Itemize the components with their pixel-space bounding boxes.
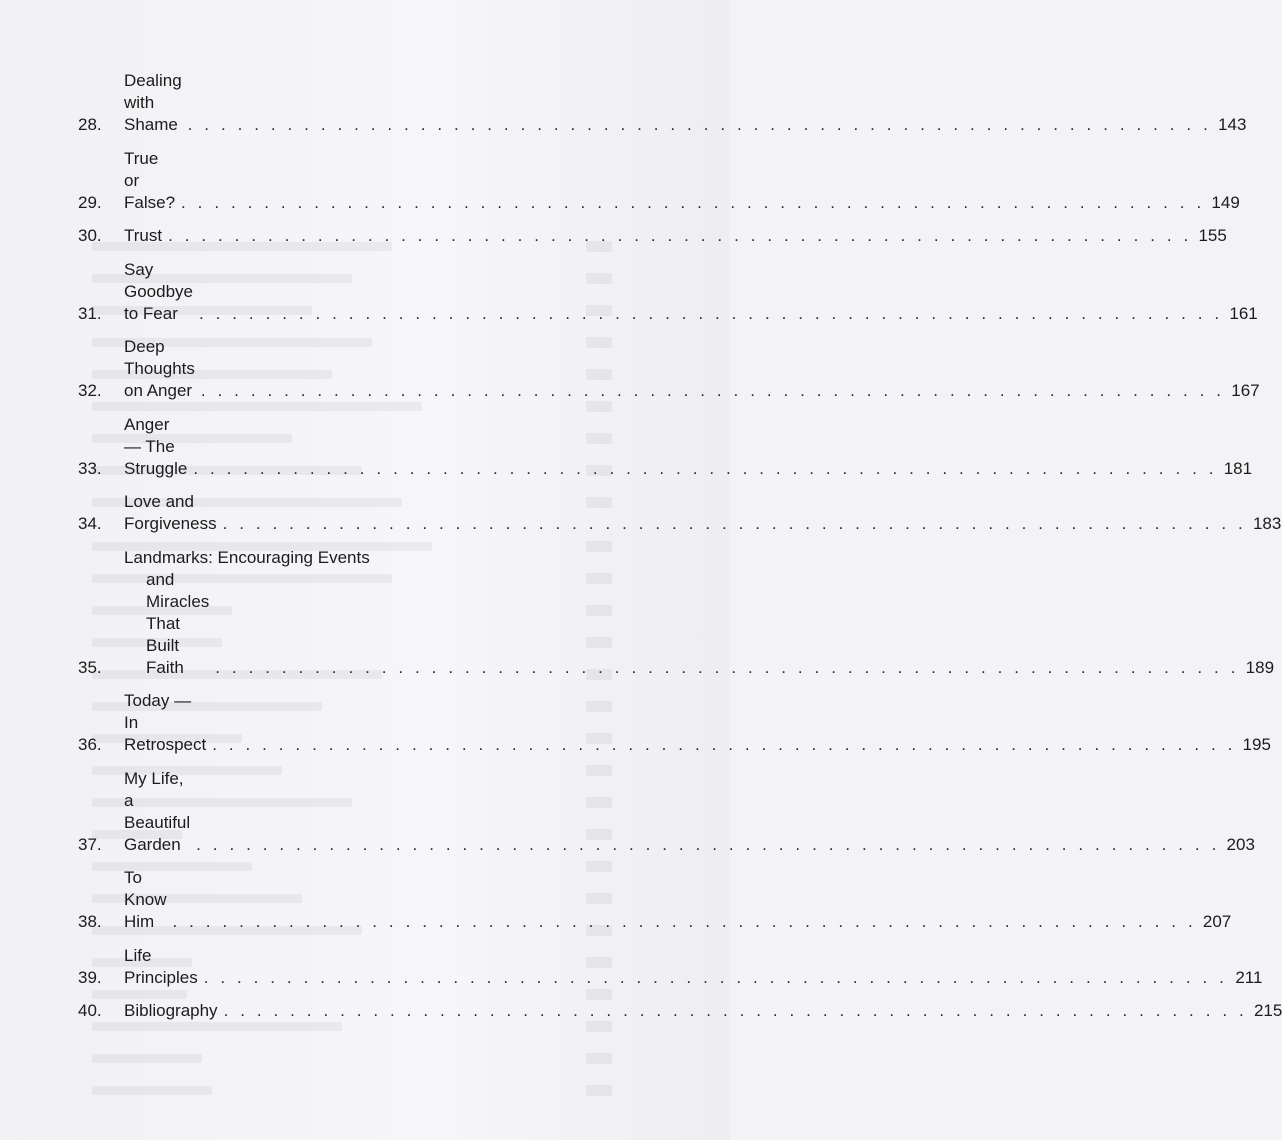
chapter-title-block [124,336,1260,402]
chapter-number: 36. [78,735,102,754]
title-line [124,225,1227,247]
chapter-number: 28. [78,115,102,134]
entry-body [124,148,1240,214]
title-line [124,414,1252,480]
chapter-number: 37. [78,834,102,854]
entry-body [124,336,1260,402]
entry-body [124,1000,1282,1022]
dot-leader [196,834,1220,856]
dot-leader [199,303,1223,325]
entry-body [124,547,1275,679]
chapter-title-block [124,768,1255,856]
dot-leader [204,967,1228,989]
title-line [124,491,1281,535]
chapter-number: 30. [78,226,102,245]
toc-entry [78,768,1255,856]
page-number: 207 [1202,912,1232,931]
dot-leader [223,513,1247,535]
entry-body [124,867,1232,933]
chapter-title-block [124,690,1271,756]
chapter-title: Trust [124,226,163,245]
page-number: 189 [1245,657,1275,677]
chapter-title: Life Principles [124,945,198,987]
chapter-title-block [124,148,1240,214]
dot-leader [188,114,1212,136]
entry-body [124,225,1227,247]
dot-leader [173,911,1197,933]
title-line [124,867,1231,933]
chapter-number: 38. [78,912,102,931]
title-line [124,690,1271,756]
entry-body [124,70,1247,136]
chapter-number: 40. [78,1001,102,1020]
chapter-number: 35. [78,657,102,677]
entry-body [124,414,1253,480]
toc-entry [78,690,1271,756]
page-number: 181 [1223,458,1253,478]
chapter-title: Deep Thoughts on Anger [124,337,195,400]
chapter-title: Anger — The Struggle [124,414,188,478]
chapter-number: 34. [78,514,102,533]
chapter-title-block [124,867,1231,933]
toc-entry [78,414,1253,480]
title-line [124,70,1246,136]
chapter-title: Dealing with Shame [124,71,182,134]
page-number: 155 [1198,226,1227,245]
page-number: 161 [1229,303,1258,323]
title-line [124,1000,1282,1022]
chapter-title: Landmarks: Encouraging Events [124,547,370,567]
chapter-number: 39. [78,967,102,987]
chapter-title-block [124,945,1262,989]
chapter-number: 29. [78,192,102,212]
title-line [124,945,1262,989]
dot-leader [168,225,1192,247]
toc-entry [78,547,1275,679]
dot-leader [193,458,1217,480]
chapter-title-block [124,547,1274,679]
chapter-title: Love and Forgiveness [124,492,217,533]
toc-entry [78,336,1260,402]
title-line [124,768,1255,856]
chapter-title: and Miracles That Built Faith [146,569,210,677]
title-line [124,569,1274,679]
chapter-title-block [124,259,1258,325]
toc-entry [78,70,1247,136]
chapter-title: My Life, a Beautiful Garden [124,768,191,854]
page-number: 215 [1253,1001,1282,1020]
page-number: 183 [1252,514,1282,533]
chapter-title: Say Goodbye to Fear [124,259,193,323]
page-number: 203 [1226,834,1255,854]
title-line [124,259,1258,325]
dot-leader [201,380,1225,402]
dot-leader [212,734,1236,756]
page-number: 211 [1235,967,1263,987]
dot-leader [224,1000,1248,1022]
toc-entry [78,1000,1282,1022]
toc-entry [78,945,1263,989]
chapter-title: Bibliography [124,1001,218,1020]
chapter-title-block [124,414,1252,480]
toc-entry [78,148,1240,214]
chapter-title-block [124,491,1281,535]
toc-entry [78,491,1282,535]
page-number: 149 [1211,192,1240,212]
toc-entry [78,225,1227,247]
chapter-number: 33. [78,458,102,478]
chapter-title: Today — In Retrospect [124,691,207,754]
page-number: 143 [1218,115,1247,134]
page-number: 167 [1231,381,1260,400]
entry-body [124,768,1255,856]
chapter-title: To Know Him [124,868,167,931]
chapter-title: True or False? [124,148,176,212]
title-line [124,336,1260,402]
dot-leader [181,192,1205,214]
toc-entry [78,259,1258,325]
chapter-number: 32. [78,381,102,400]
table-of-contents [78,70,1282,1022]
entry-body [124,491,1282,535]
chapter-number: 31. [78,303,102,323]
chapter-title-block [124,70,1246,136]
page-number: 195 [1242,735,1271,754]
toc-entry [78,867,1232,933]
dot-leader [215,657,1239,679]
entry-body [124,945,1263,989]
chapter-title-block [124,225,1227,247]
title-line [124,148,1240,214]
chapter-title-block [124,1000,1282,1022]
entry-body [124,259,1258,325]
entry-body [124,690,1271,756]
